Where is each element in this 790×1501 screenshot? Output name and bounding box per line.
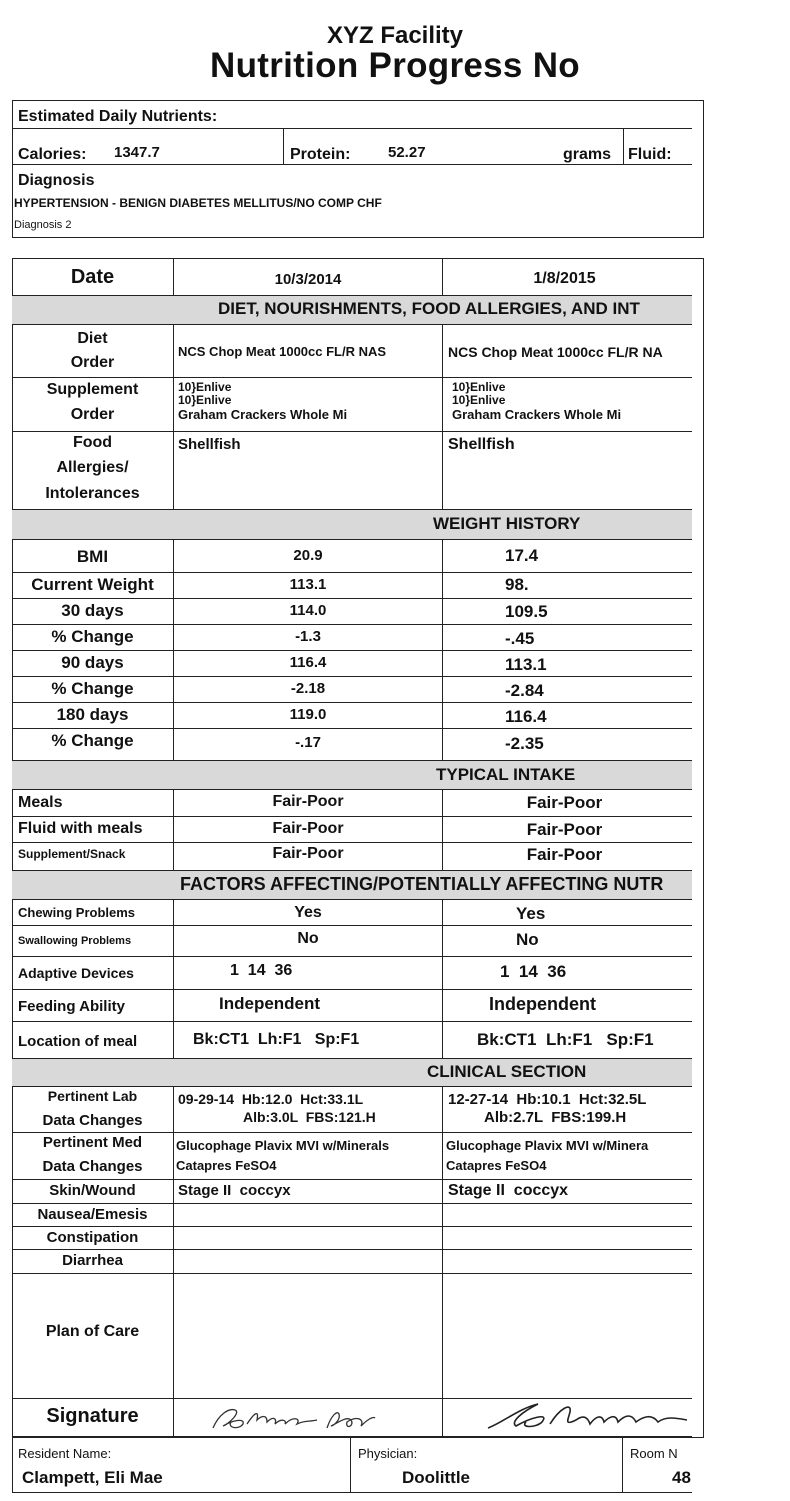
med-col2-line2: Catapres FeSO4 xyxy=(446,1158,547,1173)
diarrhea-label: Diarrhea xyxy=(62,1252,123,1269)
skin-col2: Stage II coccyx xyxy=(448,1182,569,1199)
physician-label: Physician: xyxy=(358,1446,418,1461)
skin-label: Skin/Wound xyxy=(49,1182,136,1199)
weight-row-col1: -2.18 xyxy=(290,680,326,697)
factor-row-col2: 1 14 36 xyxy=(500,962,567,981)
weight-row-label: % Change xyxy=(51,731,134,750)
factor-row-label: Feeding Ability xyxy=(18,998,125,1015)
weight-row-col1: 113.1 xyxy=(289,576,327,593)
med-col1-line2: Catapres FeSO4 xyxy=(176,1158,277,1173)
intake-row-col1: Fair-Poor xyxy=(272,845,344,862)
intake-section-band xyxy=(12,760,692,789)
weight-row-label: Current Weight xyxy=(31,575,154,594)
room-number: 48 xyxy=(672,1468,691,1487)
supplement-col1-line1: 10}Enlive xyxy=(178,380,232,394)
diet-section-title: DIET, NOURISHMENTS, FOOD ALLERGIES, AND INT xyxy=(218,299,640,318)
physician-name: Doolittle xyxy=(402,1468,470,1487)
clinical-section-band xyxy=(12,1058,692,1086)
diagnosis-text: HYPERTENSION - BENIGN DIABETES MELLITUS/NO COMP CHF xyxy=(14,196,382,210)
weight-section-title: WEIGHT HISTORY xyxy=(433,514,581,533)
skin-col1: Stage II coccyx xyxy=(178,1182,291,1199)
grams-label: grams xyxy=(563,146,612,163)
fluid-label: Fluid: xyxy=(628,146,672,163)
weight-row-label: % Change xyxy=(51,679,134,698)
intake-row-label: Meals xyxy=(18,794,63,811)
diet-order-col1: NCS Chop Meat 1000cc FL/R NAS xyxy=(178,344,387,359)
weight-row-label: 180 days xyxy=(56,705,129,724)
calories-label: Calories: xyxy=(18,146,87,163)
weight-row-col2: 113.1 xyxy=(505,655,547,674)
facility-name: XYZ Facility xyxy=(326,22,464,49)
intake-row-col1: Fair-Poor xyxy=(272,793,344,810)
weight-row-label: 90 days xyxy=(61,653,124,672)
calories-value: 1347.7 xyxy=(114,144,160,161)
factor-row-col1: No xyxy=(297,930,319,947)
constipation-label: Constipation xyxy=(46,1229,139,1246)
diet-order-label-2: Order xyxy=(70,354,115,371)
med-label-1: Pertinent Med xyxy=(42,1134,143,1151)
plan-of-care-label: Plan of Care xyxy=(45,1323,140,1340)
diet-order-label-1: Diet xyxy=(77,330,108,347)
factors-section-title: FACTORS AFFECTING/POTENTIALLY AFFECTING NUTR xyxy=(180,874,664,894)
med-col2-line1: Glucophage Plavix MVI w/Minera xyxy=(446,1138,649,1153)
signature-2 xyxy=(480,1398,687,1436)
factor-row-col2: No xyxy=(516,930,539,949)
weight-row-col1: -.17 xyxy=(295,734,321,751)
weight-row-col2: -2.35 xyxy=(505,734,544,753)
supplement-order-label-1: Supplement xyxy=(46,381,139,398)
factor-row-col1: Independent xyxy=(219,994,321,1013)
date-col1: 10/3/2014 xyxy=(274,271,342,288)
intake-section-title: TYPICAL INTAKE xyxy=(436,765,576,784)
supplement-col1-line3: Graham Crackers Whole Mi xyxy=(178,407,348,422)
intake-row-col2: Fair-Poor xyxy=(526,793,603,812)
intake-row-col2: Fair-Poor xyxy=(526,845,603,864)
intake-row-col1: Fair-Poor xyxy=(272,820,344,837)
food-allergies-label-3: Intolerances xyxy=(45,485,140,502)
diagnosis-label: Diagnosis xyxy=(18,172,95,189)
intake-row-label: Fluid with meals xyxy=(18,820,143,837)
resident-label: Resident Name: xyxy=(18,1446,112,1461)
factor-row-label: Swallowing Problems xyxy=(18,935,132,947)
factor-row-col1: Yes xyxy=(294,904,322,921)
signature-label: Signature xyxy=(46,1405,139,1427)
weight-row-col2: 109.5 xyxy=(505,602,548,621)
med-col1-line1: Glucophage Plavix MVI w/Minerals xyxy=(176,1138,390,1153)
food-allergies-col1: Shellfish xyxy=(178,436,241,453)
weight-row-col1: 119.0 xyxy=(289,706,327,723)
factor-row-col2: Independent xyxy=(489,994,596,1014)
weight-section-band xyxy=(12,509,692,539)
supplement-col2-line1: 10}Enlive xyxy=(452,380,506,394)
weight-row-col2: 116.4 xyxy=(505,707,547,726)
protein-label: Protein: xyxy=(290,146,351,163)
lab-col2-line2: Alb:2.7L FBS:199.H xyxy=(484,1109,627,1126)
diagnosis2-label: Diagnosis 2 xyxy=(14,219,72,231)
lab-label-2: Data Changes xyxy=(42,1112,143,1129)
supplement-col1-line2: 10}Enlive xyxy=(178,393,232,407)
clinical-section-title: CLINICAL SECTION xyxy=(427,1062,587,1081)
factor-row-col1: 1 14 36 xyxy=(230,962,293,979)
factor-row-col2: Bk:CT1 Lh:F1 Sp:F1 xyxy=(477,1030,654,1049)
weight-row-label: % Change xyxy=(51,627,134,646)
intake-row-col2: Fair-Poor xyxy=(526,820,603,839)
med-label-2: Data Changes xyxy=(42,1158,143,1175)
weight-row-col1: -1.3 xyxy=(295,628,321,645)
lab-col2-line1: 12-27-14 Hb:10.1 Hct:32.5L xyxy=(448,1091,647,1108)
factor-row-label: Location of meal xyxy=(18,1033,138,1050)
supplement-col2-line2: 10}Enlive xyxy=(452,393,506,407)
supplement-col2-line3: Graham Crackers Whole Mi xyxy=(452,407,622,422)
weight-row-col2: 98. xyxy=(505,575,529,594)
lab-col1-line2: Alb:3.0L FBS:121.H xyxy=(243,1109,376,1125)
lab-col1-line1: 09-29-14 Hb:12.0 Hct:33.1L xyxy=(178,1091,364,1107)
factor-row-col1: Bk:CT1 Lh:F1 Sp:F1 xyxy=(193,1031,360,1048)
weight-row-label: BMI xyxy=(76,547,109,566)
date-label: Date xyxy=(70,266,115,288)
date-col2: 1/8/2015 xyxy=(533,270,596,287)
nausea-label: Nausea/Emesis xyxy=(37,1206,148,1223)
factor-row-label: Adaptive Devices xyxy=(18,965,134,981)
weight-row-col1: 116.4 xyxy=(289,654,327,671)
nutrients-heading: Estimated Daily Nutrients: xyxy=(18,108,218,125)
signature-1 xyxy=(205,1402,385,1434)
form-title: Nutrition Progress No xyxy=(210,46,580,85)
weight-row-col2: -.45 xyxy=(505,629,535,648)
food-allergies-col2: Shellfish xyxy=(448,436,515,453)
weight-row-label: 30 days xyxy=(61,601,124,620)
factor-row-label: Chewing Problems xyxy=(18,905,136,920)
resident-name: Clampett, Eli Mae xyxy=(22,1468,163,1487)
intake-row-label: Supplement/Snack xyxy=(18,847,126,861)
factor-row-col2: Yes xyxy=(516,904,546,923)
food-allergies-label-1: Food xyxy=(72,434,113,451)
weight-row-col1: 114.0 xyxy=(289,602,327,619)
weight-row-col1: 20.9 xyxy=(293,547,323,564)
diet-order-col2: NCS Chop Meat 1000cc FL/R NA xyxy=(448,344,663,360)
lab-label-1: Pertinent Lab xyxy=(47,1088,138,1104)
weight-row-col2: -2.84 xyxy=(505,681,544,700)
weight-row-col2: 17.4 xyxy=(505,546,539,565)
food-allergies-label-2: Allergies/ xyxy=(56,459,129,476)
room-label: Room N xyxy=(630,1446,678,1461)
protein-value: 52.27 xyxy=(388,144,426,161)
supplement-order-label-2: Order xyxy=(70,406,115,423)
